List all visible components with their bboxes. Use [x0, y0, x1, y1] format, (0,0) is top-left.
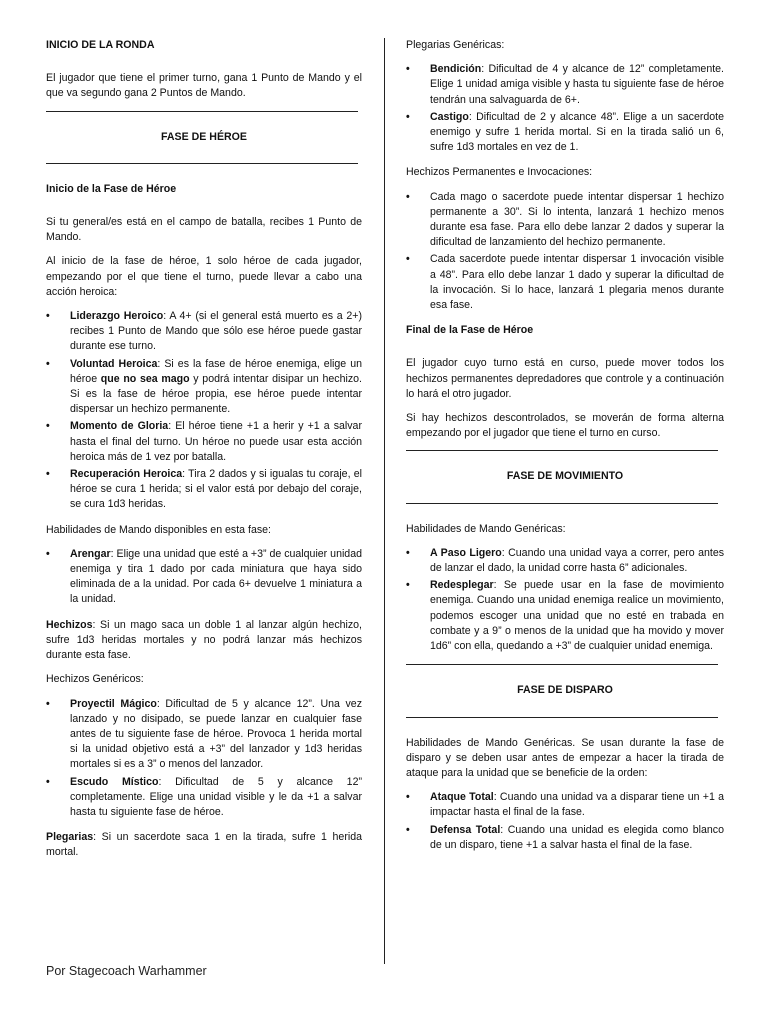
list-item: • Ataque Total: Cuando una unidad va a disparar tiene un +1 a impactar hasta el final de la fase. — [406, 790, 724, 820]
plegarias-title: Plegarias Genéricas: — [406, 39, 505, 51]
list-item: • Liderazgo Heroico: A 4+ (si el general está muerto es a 2+) recibes 1 Punto de Mando que sólo ese héroe puede gastar durante ese turno. — [46, 309, 362, 355]
acciones-list — [46, 309, 362, 513]
hechizos-genericos-title: Hechizos Genéricos: — [46, 673, 144, 686]
list-item: • Momento de Gloria: El héroe tiene +1 a herir y +1 a salvar hasta el final del turno. Un héroe no puede usar esta acción heroica más de 1 vez por batalla. — [46, 419, 362, 465]
separator-line — [46, 163, 358, 164]
separator-line — [406, 503, 718, 504]
movimiento-title: FASE DE MOVIMIENTO — [506, 470, 624, 483]
final-paragraph: Si hay hechizos descontrolados, se moverán de forma alterna empezando por el jugador que tiene el turno en curso. — [406, 412, 724, 440]
hechizos-paragraph: Hechizos: Si un mago saca un doble 1 al lanzar algún hechizo, sufre 1d3 heridas mortales y no podrá lanzar más hechizos durante esta fase. — [46, 618, 362, 662]
list-item: • Recuperación Heroica: Tira 2 dados y si igualas tu coraje, el héroe se cura 1 herida; si el valor está por debajo del coraje, se cura 1d3 heridas. — [46, 467, 362, 513]
inicio-title: INICIO DE LA RONDA — [46, 39, 155, 51]
list-item: • Redesplegar: Se puede usar en la fase de movimiento enemiga. Cuando una unidad enemiga realice un movimiento, podemos escoger una unidad que no esté en trabada en combate y a 9” o menos de la unidad que ha movido y mover 1d6” con ella, quedando a +3” de cualquier unidad enemiga. — [406, 578, 724, 654]
separator-line — [46, 111, 358, 112]
list-item: • Proyectil Mágico: Dificultad de 5 y alcance 12”. Una vez lanzado y no disipado, se puede lanzar en cualquier fase antes de tu siguiente fase de héroe. Provoca 1 herida mortal si la unidad objetivo está a +3” del lanzador y 1d3 heridas mortales si es a 3” o menos del lanzador. — [46, 697, 362, 773]
list-item: • Escudo Místico: Dificultad de 5 y alcance 12” completamente. Elige una unidad visible y le da +1 a salvar hasta tu siguiente fase de héroe. — [46, 775, 362, 821]
disparo-title: FASE DE DISPARO — [517, 684, 613, 697]
plegarias-list — [406, 62, 724, 155]
final-paragraph: El jugador cuyo turno está en curso, puede mover todos los hechizos permanentes depredadores que controle y a continuación lo hará el otro jugador. — [406, 357, 724, 400]
right-column — [406, 38, 724, 863]
permanentes-list — [406, 190, 724, 314]
separator-line — [406, 717, 718, 718]
permanentes-title: Hechizos Permanentes e Invocaciones: — [406, 166, 593, 179]
inicio-text: El jugador que tiene el primer turno, gana 1 Punto de Mando y el que va segundo gana 2 Puntos de Mando. — [46, 72, 362, 100]
hechizos-list — [46, 697, 362, 821]
heroe-title: FASE DE HÉROE — [161, 130, 247, 143]
movimiento-intro: Habilidades de Mando Genéricas: — [406, 522, 566, 535]
final-title: Final de la Fase de Héroe — [406, 324, 534, 337]
habilidades-intro: Habilidades de Mando disponibles en esta fase: — [46, 523, 271, 536]
disparo-intro: Habilidades de Mando Genéricas. Se usan durante la fase de disparo y se deben usar antes de empezar a hacer la tirada de ataque para la unidad que se beneficie de la orden: — [406, 736, 724, 779]
list-item: • Cada mago o sacerdote puede intentar dispersar 1 hechizo permanente a 30”. Si lo intenta, lanzará 1 hechizo menos durante esa fase. Para ello debe lanzar 2 dados y superar la dificultad de lanzamiento del hechizo permanente. — [406, 190, 724, 251]
column-divider — [384, 38, 385, 964]
list-item: • A Paso Ligero: Cuando una unidad vaya a correr, pero antes de lanzar el dado, la unidad corre hasta 6” adicionales. — [406, 546, 724, 576]
plegarias-paragraph: Plegarias: Si un sacerdote saca 1 en la tirada, sufre 1 herida mortal. — [46, 831, 362, 859]
heroe-paragraph: Si tu general/es está en el campo de batalla, recibes 1 Punto de Mando. — [46, 216, 362, 244]
list-item: • Cada sacerdote puede intentar dispersar 1 invocación visible a 48”. Para ello debe lanzar 1 dado y superar la dificultad de la invocación. Si lo hace, lanzará 1 plegaria menos durante esa fase. — [406, 252, 724, 313]
disparo-list — [406, 790, 724, 853]
list-item: • Arengar: Elige una unidad que esté a +3” de cualquier unidad enemiga y tira 1 dado por cada miniatura que haya sido eliminada de a la unidad. Por cada 6+ devuelve 1 miniatura a la unidad. — [46, 547, 362, 608]
movimiento-list — [406, 546, 724, 654]
footer-credit: Por Stagecoach Warhammer — [46, 964, 207, 978]
left-column — [46, 38, 362, 870]
list-item: • Defensa Total: Cuando una unidad es elegida como blanco de un disparo, tiene +1 a salvar hasta el final de la fase. — [406, 823, 724, 853]
list-item: • Bendición: Dificultad de 4 y alcance de 12” completamente. Elige 1 unidad amiga visible y hasta tu siguiente fase de héroe tendrán una salvaguarda de 6+. — [406, 62, 724, 108]
arengar-list — [46, 547, 362, 608]
list-item: • Voluntad Heroica: Si es la fase de héroe enemiga, elige un héroe que no sea mago y podrá intentar disipar un hechizo. Si es la fase de héroe propia, ese héroe puede intentar dispersar un hechizo permanente. — [46, 357, 362, 418]
separator-line — [406, 664, 718, 665]
separator-line — [406, 450, 718, 451]
list-item: • Castigo: Dificultad de 2 y alcance 48”. Elige a un sacerdote enemigo y sufre 1 herida mortal. Si en la tirada salió un 6, sufre 1d3 mortales en vez de 1. — [406, 110, 724, 156]
heroe-paragraph: Al inicio de la fase de héroe, 1 solo héroe de cada jugador, empezando por el que tiene el turno, puede llevar a cabo una acción heroica: — [46, 255, 362, 298]
heroe-start-title: Inicio de la Fase de Héroe — [46, 182, 177, 195]
